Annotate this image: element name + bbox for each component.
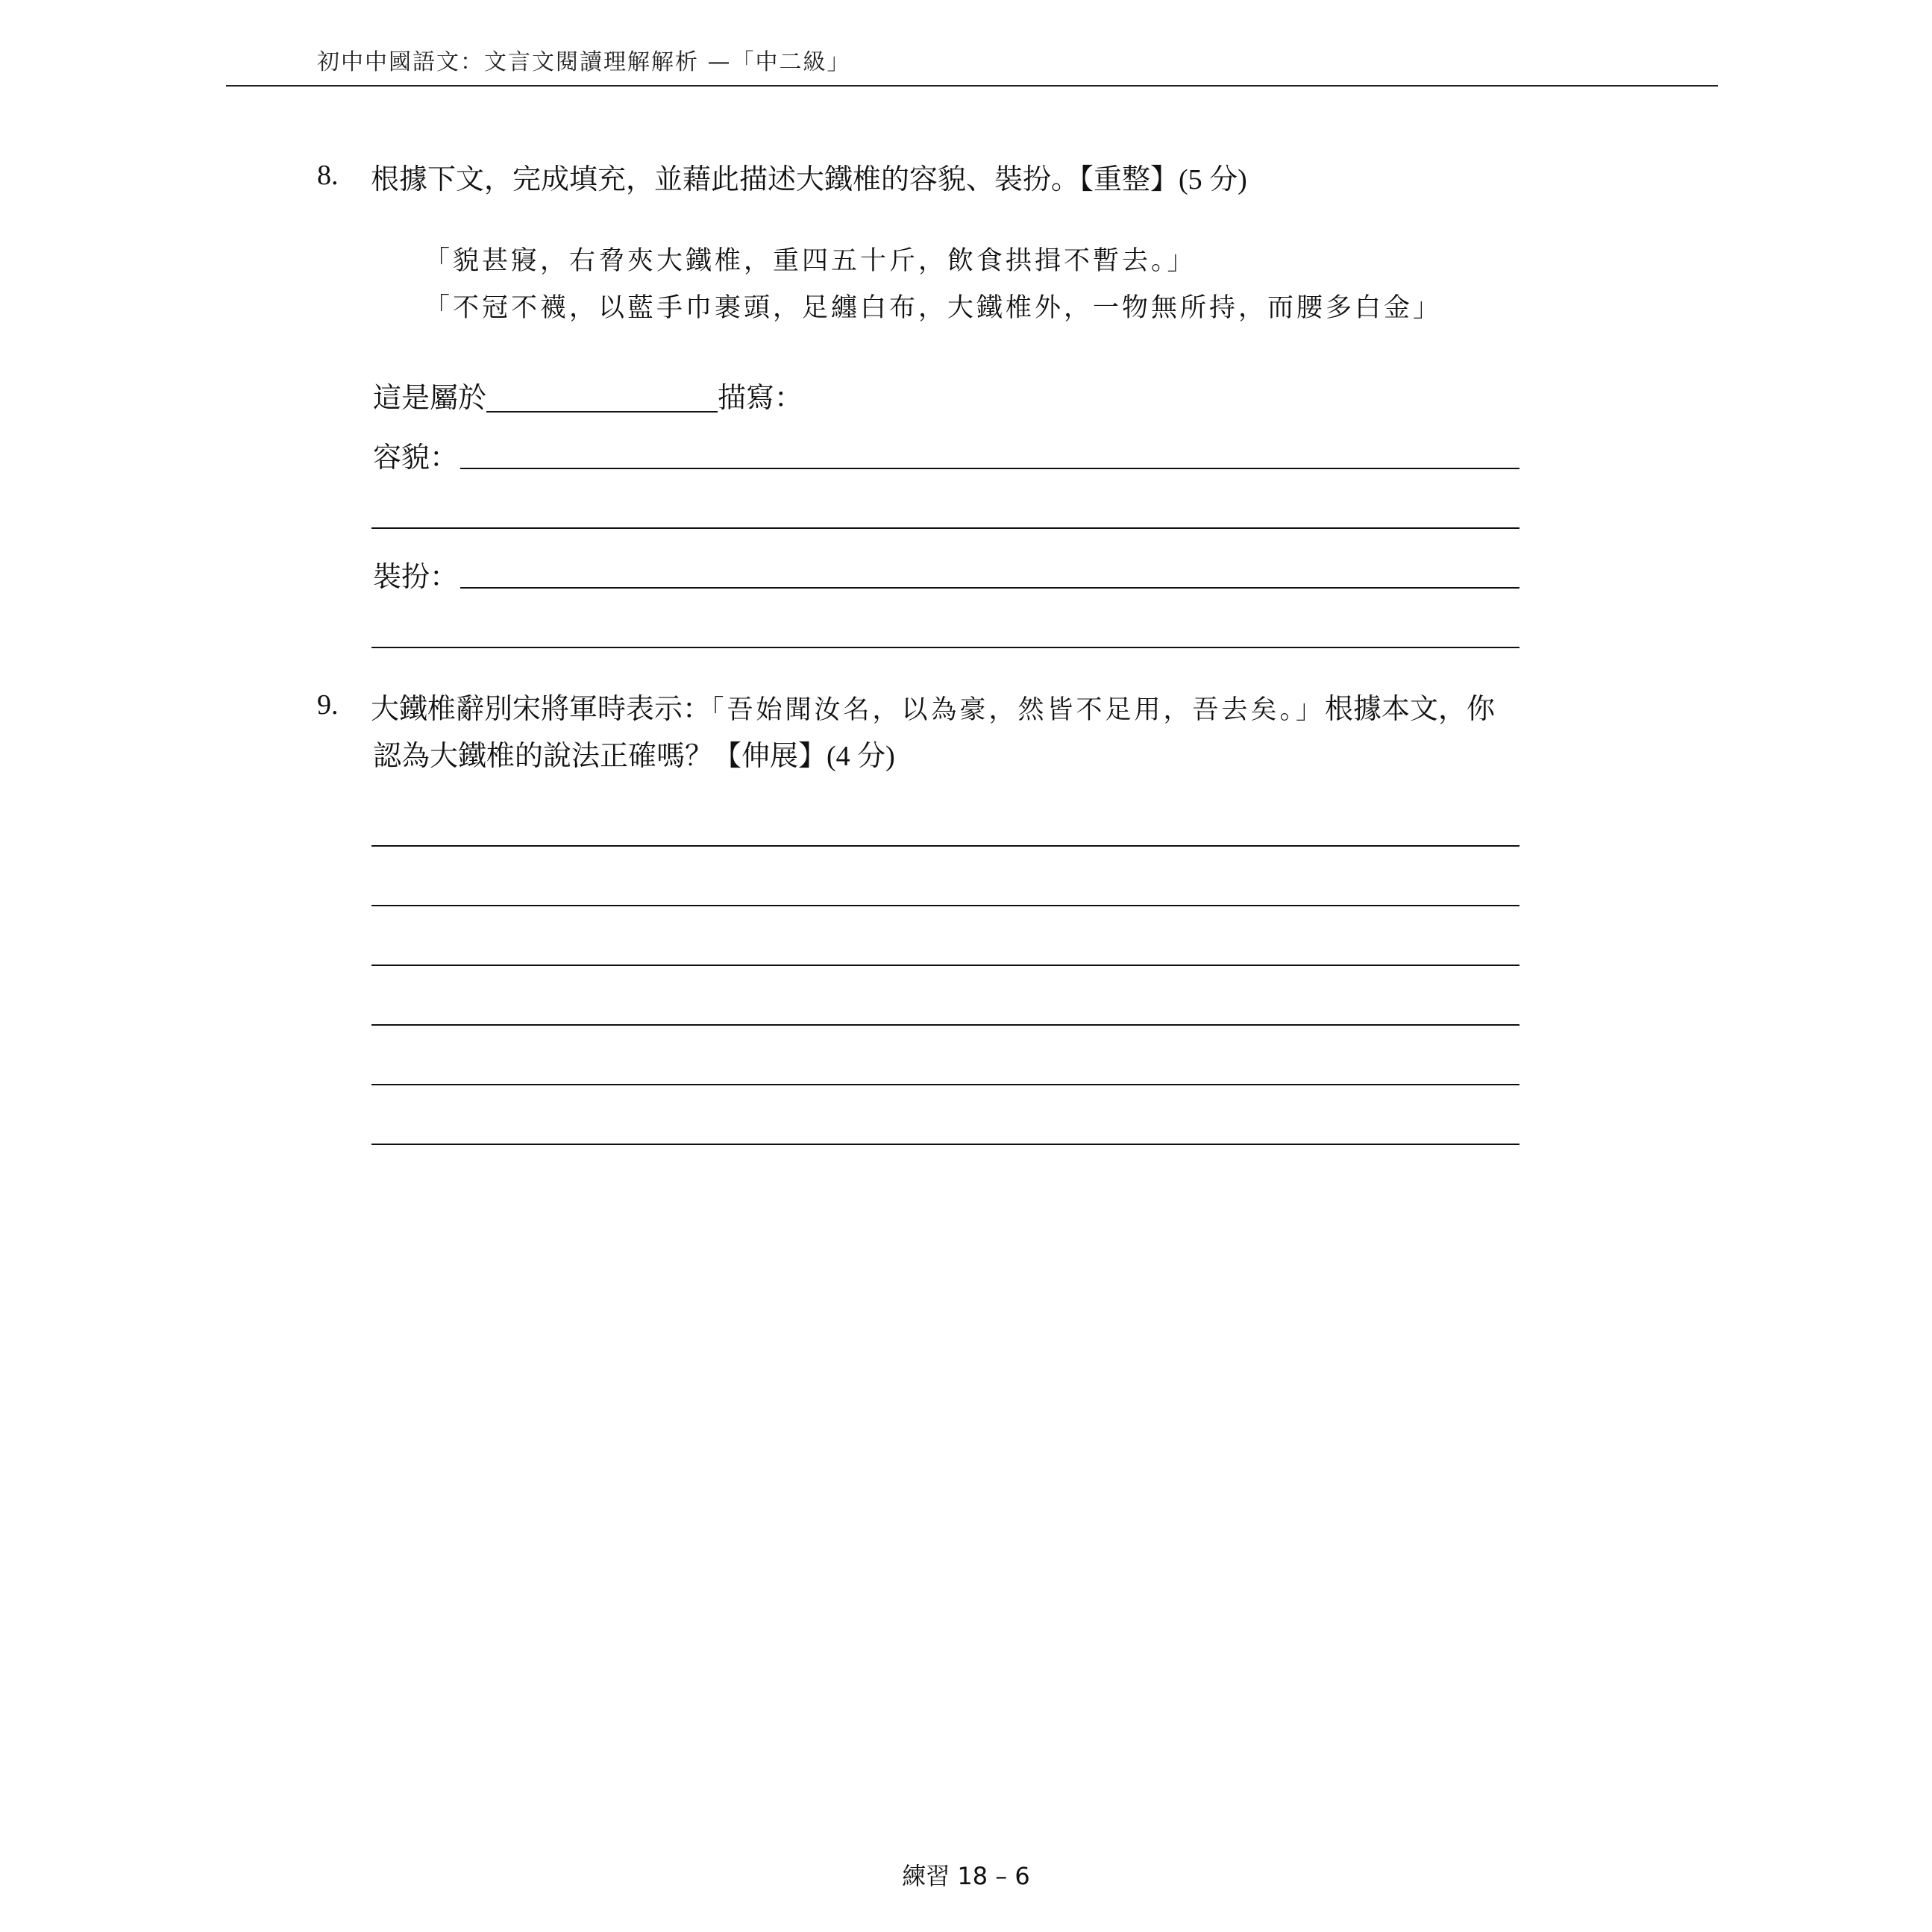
question-8-quote-2: 「不冠不襪，以藍手巾裹頭，足纏白布，大鐵椎外，一物無所持，而腰多白金」 <box>424 293 1443 323</box>
question-8-prompt: 根據下文，完成填充，並藉此描述大鐵椎的容貌、裝扮。【重整】 <box>371 163 1179 195</box>
question-9-answer-line-4[interactable] <box>371 1024 1519 1026</box>
question-9-answer-line-3[interactable] <box>371 965 1519 966</box>
question-8-marks: (5 分) <box>1179 164 1247 195</box>
question-9-prompt: 認為大鐵椎的說法正確嗎？【伸展】 <box>373 739 827 772</box>
fill-in-blank[interactable] <box>486 381 718 413</box>
header-divider <box>226 85 1718 87</box>
fill-in-suffix: 描寫： <box>718 381 803 414</box>
appearance-label: 容貌： <box>373 441 459 474</box>
question-9-answer-line-2[interactable] <box>371 905 1519 906</box>
question-8-quote-1: 「貌甚寢，右脅夾大鐵椎，重四五十斤，飲食拱揖不暫去。」 <box>424 246 1196 276</box>
question-9-prompt-line-1 <box>371 686 1495 733</box>
question-9-number: 9. <box>317 689 339 721</box>
question-9-quote: 「吾始聞汝名，以為豪，然皆不足用，吾去矣。」 <box>711 695 1326 725</box>
attire-label: 裝扮： <box>373 560 459 593</box>
appearance-answer-line-1[interactable] <box>460 468 1519 469</box>
fill-in-sentence <box>373 374 803 415</box>
question-9-prompt-line-2 <box>373 733 895 779</box>
question-9-answer-line-1[interactable] <box>371 845 1519 847</box>
question-9-answer-line-6[interactable] <box>371 1144 1519 1145</box>
page-header-title: 初中中國語文：文言文閱讀理解解析 —「中二級」 <box>317 49 851 75</box>
question-9-answer-line-5[interactable] <box>371 1084 1519 1085</box>
attire-answer-line-1[interactable] <box>460 587 1519 589</box>
appearance-answer-line-2[interactable] <box>371 527 1519 529</box>
page-footer-label: 練習 18 – 6 <box>902 1862 1030 1890</box>
question-9-suffix: 根據本文，你 <box>1325 692 1496 725</box>
question-8-number: 8. <box>317 160 339 191</box>
attire-answer-line-2[interactable] <box>371 647 1519 648</box>
fill-in-prefix: 這是屬於 <box>373 381 487 414</box>
question-8-prompt-line <box>371 157 1247 202</box>
question-9-marks: (4 分) <box>827 741 895 772</box>
question-9-prefix: 大鐵椎辭別宋將軍時表示： <box>371 692 712 725</box>
